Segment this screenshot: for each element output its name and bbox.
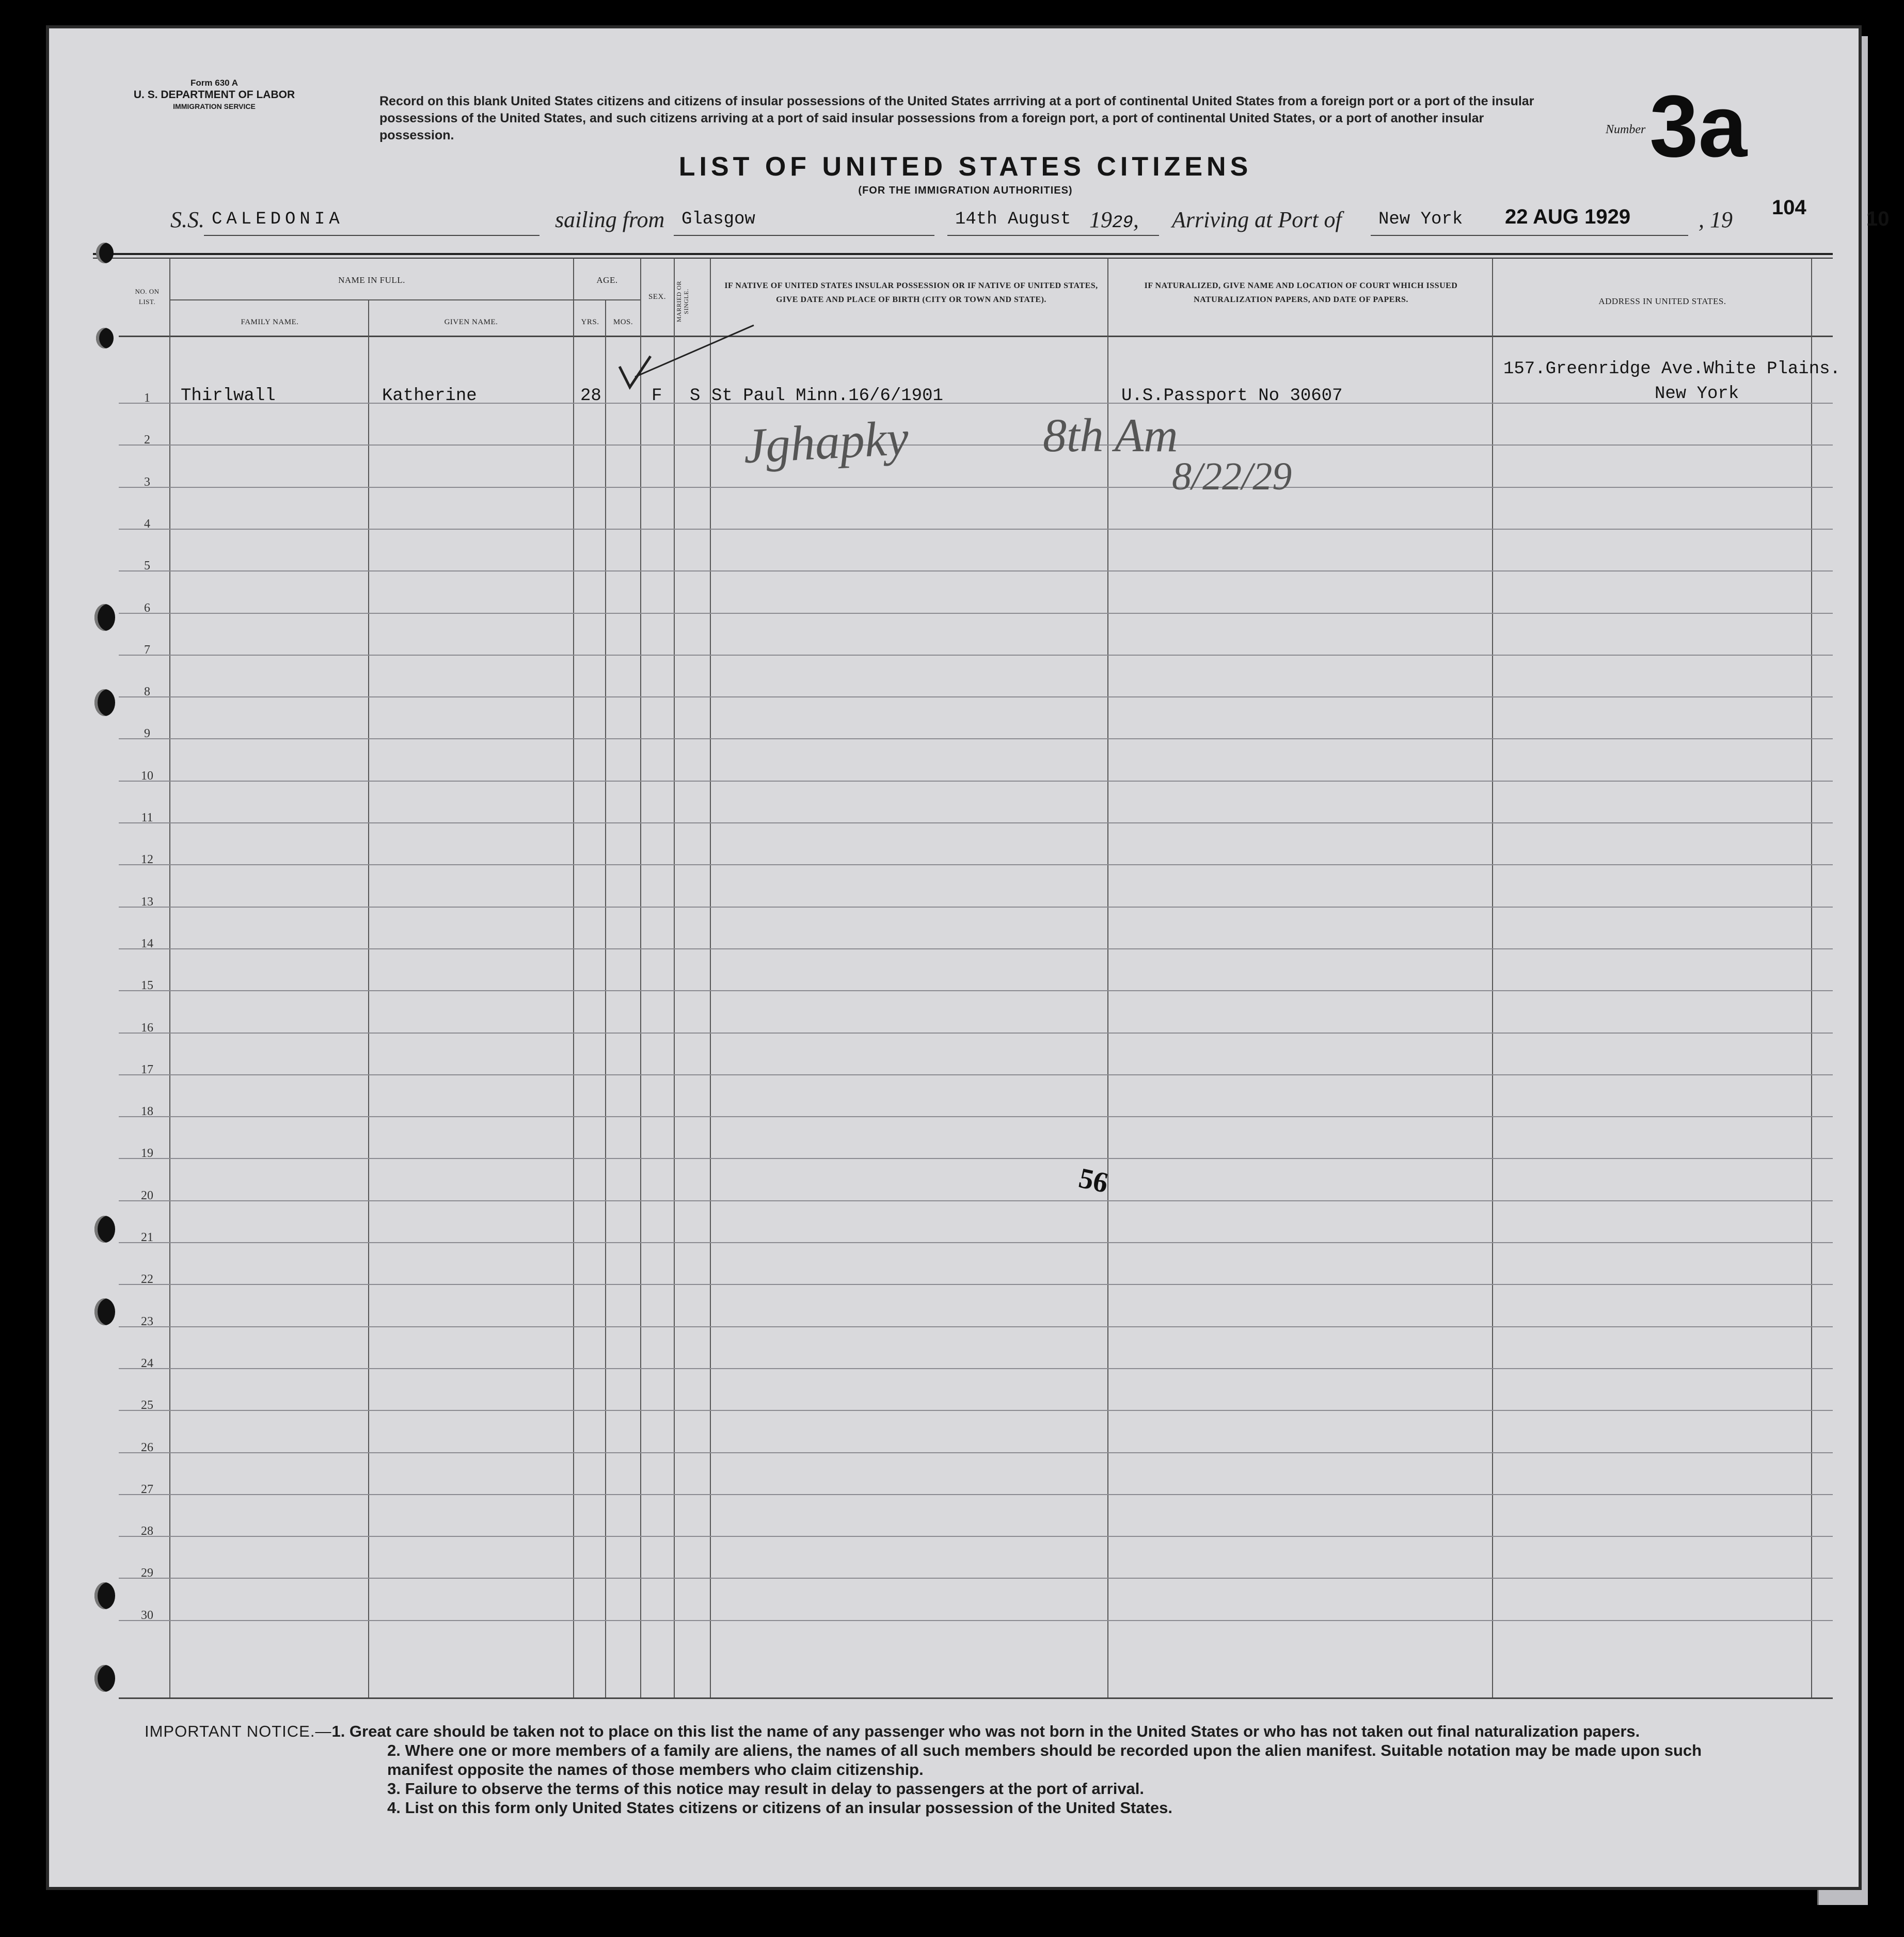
row-number: 1 — [144, 391, 150, 405]
binding-hole — [94, 604, 115, 631]
col-line-mos — [640, 258, 641, 1698]
list-number: 3a — [1649, 77, 1748, 176]
row-line — [119, 1368, 1833, 1369]
row-number: 22 — [141, 1273, 153, 1287]
row-number: 16 — [141, 1021, 153, 1035]
col-line-right — [1811, 258, 1812, 1698]
binding-hole — [94, 1665, 115, 1692]
row-line — [119, 403, 1833, 404]
row-number: 28 — [141, 1525, 153, 1538]
row-line — [119, 1242, 1833, 1243]
row-line — [119, 1410, 1833, 1411]
row1-family-name: Thirlwall — [181, 386, 276, 406]
row-number: 15 — [141, 979, 153, 993]
page-subtitle: (FOR THE IMMIGRATION AUTHORITIES) — [858, 185, 1073, 196]
row-line — [119, 1326, 1833, 1327]
row-line — [119, 864, 1833, 865]
row-line — [119, 1536, 1833, 1537]
binding-hole — [96, 243, 114, 263]
notice-item-3: 3. Failure to observe the terms of this notice may result in delay to passengers at the port of arrival. — [387, 1780, 1145, 1798]
important-notice — [145, 1722, 1771, 1817]
arrival-port: New York — [1378, 210, 1463, 229]
row-number: 14 — [141, 936, 153, 950]
age-divider — [574, 299, 640, 300]
row-line — [119, 738, 1833, 739]
handwritten-date: 8/22/29 — [1172, 455, 1292, 498]
col-line-birth — [1107, 258, 1108, 1698]
arrival-date-stamp: 22 AUG 1929 — [1505, 205, 1631, 228]
handwritten-signature: Jghapky — [742, 409, 910, 474]
row-number: 24 — [141, 1356, 153, 1370]
row1-age-years: 28 — [580, 386, 601, 406]
row-line — [119, 613, 1833, 614]
handwritten-note: 8th Am — [1043, 409, 1178, 462]
page-title: LIST OF UNITED STATES CITIZENS — [678, 152, 1252, 182]
edge-number: 10 — [1866, 208, 1890, 230]
row-number: 20 — [141, 1188, 153, 1202]
col-line-yrs — [605, 299, 606, 1698]
row-number: 21 — [141, 1231, 153, 1244]
row-number: 6 — [144, 601, 150, 615]
row-number: 2 — [144, 433, 150, 447]
ship-name: CALEDONIA — [212, 210, 344, 229]
departure-port: Glasgow — [681, 210, 755, 229]
header-sex: SEX. — [648, 293, 667, 301]
sailing-label: sailing from — [555, 207, 665, 232]
from-rule — [674, 235, 934, 236]
binding-hole — [94, 1216, 115, 1243]
row-line — [119, 487, 1833, 488]
col-line-no — [169, 258, 170, 1698]
row-line — [119, 1200, 1833, 1201]
top-rule — [93, 253, 1833, 255]
row-number: 7 — [144, 643, 150, 657]
header-mos: MOS. — [613, 318, 633, 326]
header-birth: IF NATIVE OF UNITED STATES INSULAR POSSESSION OR IF NATIVE OF UNITED STATES, GIVE DATE AND PLACE OF BIRTH (CITY OR TOWN AND STATE). — [724, 281, 1098, 304]
row-line — [119, 1116, 1833, 1117]
header-family-name: FAMILY NAME. — [241, 318, 299, 326]
date-rule — [947, 235, 1159, 236]
row-number: 11 — [141, 811, 153, 824]
form-identifier — [103, 77, 325, 111]
row-number: 10 — [141, 769, 153, 783]
row-line — [119, 655, 1833, 656]
col-line-given — [573, 258, 574, 1698]
arriving-label: Arriving at Port of — [1172, 207, 1342, 232]
row1-naturalized: U.S.Passport No 30607 — [1121, 386, 1343, 406]
year-prefix: 19 — [1089, 207, 1112, 232]
row-number: 23 — [141, 1314, 153, 1328]
page-number: 104 — [1772, 196, 1806, 219]
row-line — [119, 781, 1833, 782]
header-given-name: GIVEN NAME. — [444, 318, 498, 326]
row-line — [119, 1620, 1833, 1621]
row1-sex: F — [652, 386, 662, 406]
notice-item-1: 1. Great care should be taken not to place on this list the name of any passenger who was not born in the United States or who has not taken out final naturalization papers. — [331, 1722, 1640, 1740]
row1-address-line1: 157.Greenridge Ave.White Plains. — [1503, 359, 1840, 379]
row-line — [119, 570, 1833, 571]
row-number: 18 — [141, 1105, 153, 1119]
notice-heading: IMPORTANT NOTICE.— — [145, 1722, 332, 1740]
header-yrs: YRS. — [581, 318, 599, 326]
binding-hole — [94, 689, 115, 716]
header-address: ADDRESS IN UNITED STATES. — [1598, 296, 1726, 306]
row-line — [119, 1033, 1833, 1034]
row-line — [119, 529, 1833, 530]
notice-item-2: 2. Where one or more members of a family are aliens, the names of all such members should be recorded upon the alien manifest. Suitable notation may be made upon such manifest opposite the names of those members who claim citizenship. — [387, 1741, 1702, 1779]
row-line — [119, 1578, 1833, 1579]
table-bottom-rule — [119, 1697, 1833, 1699]
row-line — [119, 1452, 1833, 1453]
stamped-number: 56 — [1076, 1162, 1111, 1200]
binding-hole — [96, 328, 114, 348]
header-naturalized: IF NATURALIZED, GIVE NAME AND LOCATION OF COURT WHICH ISSUED NATURALIZATION PAPERS, AND DATE OF PAPERS. — [1144, 281, 1458, 304]
header-married-single: MARRIED OR SINGLE. — [675, 281, 690, 323]
row-number: 3 — [144, 475, 150, 489]
binding-hole — [94, 1582, 115, 1609]
checkmark-icon — [614, 320, 759, 398]
row1-given-name: Katherine — [382, 386, 477, 406]
binding-hole — [94, 1298, 115, 1325]
header-no: NO. ON LIST. — [135, 288, 160, 306]
row-number: 25 — [141, 1399, 153, 1412]
row-number: 27 — [141, 1482, 153, 1496]
row-line — [119, 948, 1833, 949]
row-line — [119, 1158, 1833, 1159]
row-number: 9 — [144, 727, 150, 741]
row-number: 8 — [144, 685, 150, 699]
row-number: 29 — [141, 1566, 153, 1580]
row-number: 12 — [141, 853, 153, 867]
row-line — [119, 1284, 1833, 1285]
row1-address-line2: New York — [1655, 384, 1739, 404]
ship-rule — [204, 235, 540, 236]
row-line — [119, 444, 1833, 446]
form-number: Form 630 A — [191, 78, 238, 88]
year-suffix: 29 — [1112, 213, 1133, 233]
row-line — [119, 907, 1833, 908]
row-number: 26 — [141, 1440, 153, 1454]
ss-prefix: S.S. — [170, 207, 204, 232]
col-line-naturalized — [1492, 258, 1493, 1698]
col-line-family — [368, 299, 369, 1698]
row-number: 30 — [141, 1608, 153, 1622]
header-name-in-full: NAME IN FULL. — [338, 275, 405, 285]
name-divider — [170, 299, 573, 300]
department-name: U. S. DEPARTMENT OF LABOR — [133, 89, 295, 101]
row-line — [119, 696, 1833, 697]
notice-item-4: 4. List on this form only United States citizens or citizens of an insular possession of the United States. — [387, 1799, 1172, 1817]
row-number: 13 — [141, 895, 153, 909]
service-name: IMMIGRATION SERVICE — [173, 102, 256, 110]
row-number: 19 — [141, 1147, 153, 1161]
col-line-married — [710, 258, 711, 1698]
number-label: Number — [1606, 123, 1646, 136]
row-line — [119, 822, 1833, 823]
row1-married-single: S — [690, 386, 701, 406]
row-number: 17 — [141, 1062, 153, 1076]
row-line — [119, 1494, 1833, 1495]
port-rule — [1371, 235, 1688, 236]
row1-birth: St Paul Minn.16/6/1901 — [711, 386, 943, 406]
instructions-text: Record on this blank United States citizens and citizens of insular possessions of the United States arrriving at a port of continental United States from a foreign port or a port of the insular possessions of the United States, and such citizens arriving at a port of said insular possessions from a foreign port, a port of continental United States, or a port of another insular possession. — [379, 94, 1534, 142]
arrival-year-prefix: 19 — [1710, 207, 1733, 232]
col-line-sex — [674, 258, 675, 1698]
row-line — [119, 1074, 1833, 1075]
departure-date: 14th August — [955, 210, 1071, 229]
row-line — [119, 990, 1833, 991]
row-number: 4 — [144, 517, 150, 531]
row-number: 5 — [144, 559, 150, 573]
header-age: AGE. — [596, 275, 618, 285]
